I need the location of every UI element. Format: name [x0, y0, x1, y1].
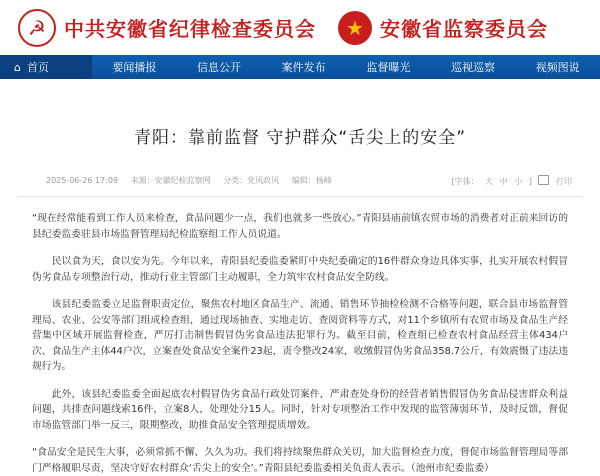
meta-tools [447, 175, 572, 187]
article-source: 来源：安徽纪检监察网 [130, 176, 211, 185]
article-title: 青阳：靠前监督 守护群众“舌尖上的安全” [133, 128, 467, 148]
font-medium-button[interactable]: 中 [499, 177, 508, 186]
title-area [0, 79, 600, 148]
paragraph-4: 此外，该县纪委监委全面起底农村假冒伪劣食品行政处罚案件，严肃查处身份的经营者销售假冒伪劣食品侵害群众利益问题，共排查问题线索16件，立案8人，处理处分15人。同时，针对专项整治工作中发现的监管薄弱环节，及时反馈，督促市场监管部门举一反三，限期整改，助推食品安全管理提质增效。 [32, 388, 568, 431]
font-small-button[interactable]: 小 [514, 177, 523, 186]
font-size-label-close: ] [528, 177, 532, 186]
main-nav [0, 55, 600, 79]
article-editor: 编辑：杨峰 [291, 176, 332, 185]
article-meta [18, 174, 582, 197]
nav-video-graphics[interactable]: 视频图说 [535, 61, 580, 74]
article-body [32, 211, 568, 476]
print-button[interactable]: 打印 [556, 177, 572, 186]
font-size-label: [字体： [451, 177, 479, 186]
meta-info [46, 175, 342, 186]
paragraph-1: “现在经常能看到工作人员来检查，食品问题少一点，我们也就多一些放心。”青阳县庙前镇农贸市场的消费者对正前来回访的县纪委监委驻县市场监督管理局纪检监察组工作人员说道。 [32, 213, 568, 240]
masthead [0, 0, 600, 55]
nav-supervision-exposure[interactable]: 监督曝光 [366, 61, 411, 74]
state-emblem-icon: ★ [338, 11, 372, 45]
nav-inspection-tour[interactable]: 巡视巡察 [451, 61, 496, 74]
paragraph-2: 民以食为天，食以安为先。今年以来，青阳县纪委监委紧盯中央纪委确定的16件群众身边具体实事，扎实开展农村假冒伪劣食品专项整治行动，推动行业主管部门主动履职，全力筑牢农村食品安全防线。 [32, 256, 568, 283]
party-emblem-icon: ☭ [18, 9, 56, 47]
nav-news[interactable]: 要闻播报 [112, 61, 157, 74]
site-title-right[interactable]: 安徽省监察委员会 [380, 17, 548, 41]
print-icon[interactable] [538, 175, 549, 185]
site-title-left[interactable]: 中共安徽省纪律检查委员会 [64, 17, 316, 41]
nav-info-disclosure[interactable]: 信息公开 [197, 61, 241, 74]
publish-date: 2025-06-26 17:09 [46, 176, 119, 185]
nav-case-release[interactable]: 案件发布 [281, 61, 326, 74]
article-category: 分类：党风政风 [223, 176, 280, 185]
home-icon: ⌂ [14, 60, 21, 74]
nav-home-label: 首页 [26, 61, 49, 74]
paragraph-5: “食品安全是民生大事，必须常抓不懈、久久为功。我们将持续聚焦群众关切，加大监督检查力度，督促市场监督管理局等部门严格履职尽责，坚决守好农村群众‘舌尖上的安全’。”青阳县纪委监委相关负责人表示。（池州市纪委监委） [32, 447, 568, 474]
font-large-button[interactable]: 大 [485, 177, 494, 186]
paragraph-3: 该县纪委监委立足监督职责定位，聚焦农村地区食品生产、流通、销售环节抽检检测不合格等问题，联合县市场监督管理局、农业、公安等部门组成检查组，通过现场抽查、实地走访、查阅资料等方式，对11个乡镇所有农贸市场及食品生产经营集中区域开展监督检查，严厉打击制售假冒伪劣食品违法犯罪行为。截至目前，检查组已检查农村食品经营主体434户次、食品生产主体44户次，立案查处食品安全案件23起，责令整改24家，收缴假冒伪劣食品358.7公斤，有效震慑了违法违规行为。 [32, 299, 568, 372]
nav-home[interactable] [0, 55, 92, 79]
